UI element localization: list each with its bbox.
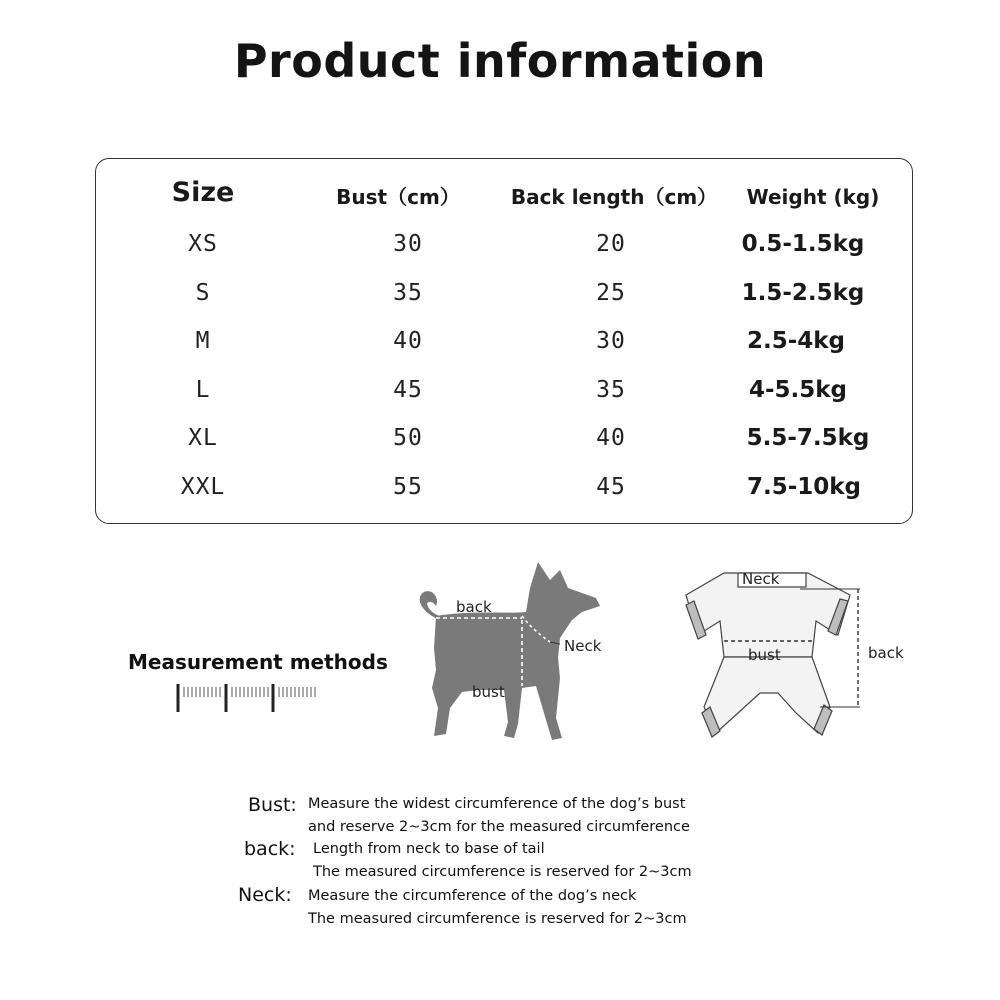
- weight-cell: 5.5-7.5kg: [746, 425, 870, 451]
- measurement-methods-title: Measurement methods: [128, 650, 388, 674]
- back-cell: 20: [596, 231, 626, 257]
- header-weight: Weight (kg): [746, 185, 880, 209]
- back-cell: 30: [596, 328, 626, 354]
- back-term: back:: [244, 838, 296, 860]
- weight-cell: 2.5-4kg: [746, 328, 846, 354]
- dog-bust-label: bust: [472, 683, 505, 701]
- dog-illustration: [410, 558, 640, 748]
- size-cell: XXL: [180, 474, 226, 500]
- page-title: Product information: [233, 34, 767, 88]
- header-bust: Bust（cm）: [336, 185, 460, 209]
- size-table: [95, 158, 913, 524]
- garment-neck-label: Neck: [742, 570, 780, 588]
- bust-cell: 30: [393, 231, 423, 257]
- size-cell: XS: [188, 231, 218, 257]
- bust-cell: 50: [393, 425, 423, 451]
- garment-bust-label: bust: [748, 646, 781, 664]
- bust-term: Bust:: [248, 794, 297, 816]
- bust-description-line: Measure the widest circumference of the dog’s bust: [308, 796, 686, 812]
- back-cell: 45: [596, 474, 626, 500]
- back-cell: 40: [596, 425, 626, 451]
- size-cell: L: [195, 377, 211, 403]
- bust-cell: 40: [393, 328, 423, 354]
- bust-cell: 55: [393, 474, 423, 500]
- dog-neck-label: Neck: [564, 637, 602, 655]
- bust-description-line: and reserve 2~3cm for the measured circumference: [308, 819, 690, 835]
- size-cell: M: [195, 328, 211, 354]
- header-back-length: Back length（cm）: [510, 185, 718, 209]
- bust-cell: 35: [393, 280, 423, 306]
- back-cell: 35: [596, 377, 626, 403]
- ruler-icon: [176, 684, 321, 714]
- garment-back-label: back: [868, 644, 904, 662]
- size-cell: S: [195, 280, 211, 306]
- size-cell: XL: [188, 425, 218, 451]
- back-description-line: The measured circumference is reserved for 2~3cm: [313, 864, 692, 880]
- back-description-line: Length from neck to base of tail: [313, 841, 545, 857]
- back-cell: 25: [596, 280, 626, 306]
- dog-back-label: back: [456, 598, 492, 616]
- bust-cell: 45: [393, 377, 423, 403]
- neck-description-line: The measured circumference is reserved for 2~3cm: [308, 911, 687, 927]
- weight-cell: 4-5.5kg: [748, 377, 848, 403]
- weight-cell: 1.5-2.5kg: [741, 280, 865, 306]
- header-size: Size: [171, 177, 235, 208]
- garment-illustration: [680, 565, 920, 745]
- neck-description-line: Measure the circumference of the dog’s neck: [308, 888, 637, 904]
- weight-cell: 0.5-1.5kg: [741, 231, 865, 257]
- neck-term: Neck:: [238, 884, 292, 906]
- weight-cell: 7.5-10kg: [746, 474, 862, 500]
